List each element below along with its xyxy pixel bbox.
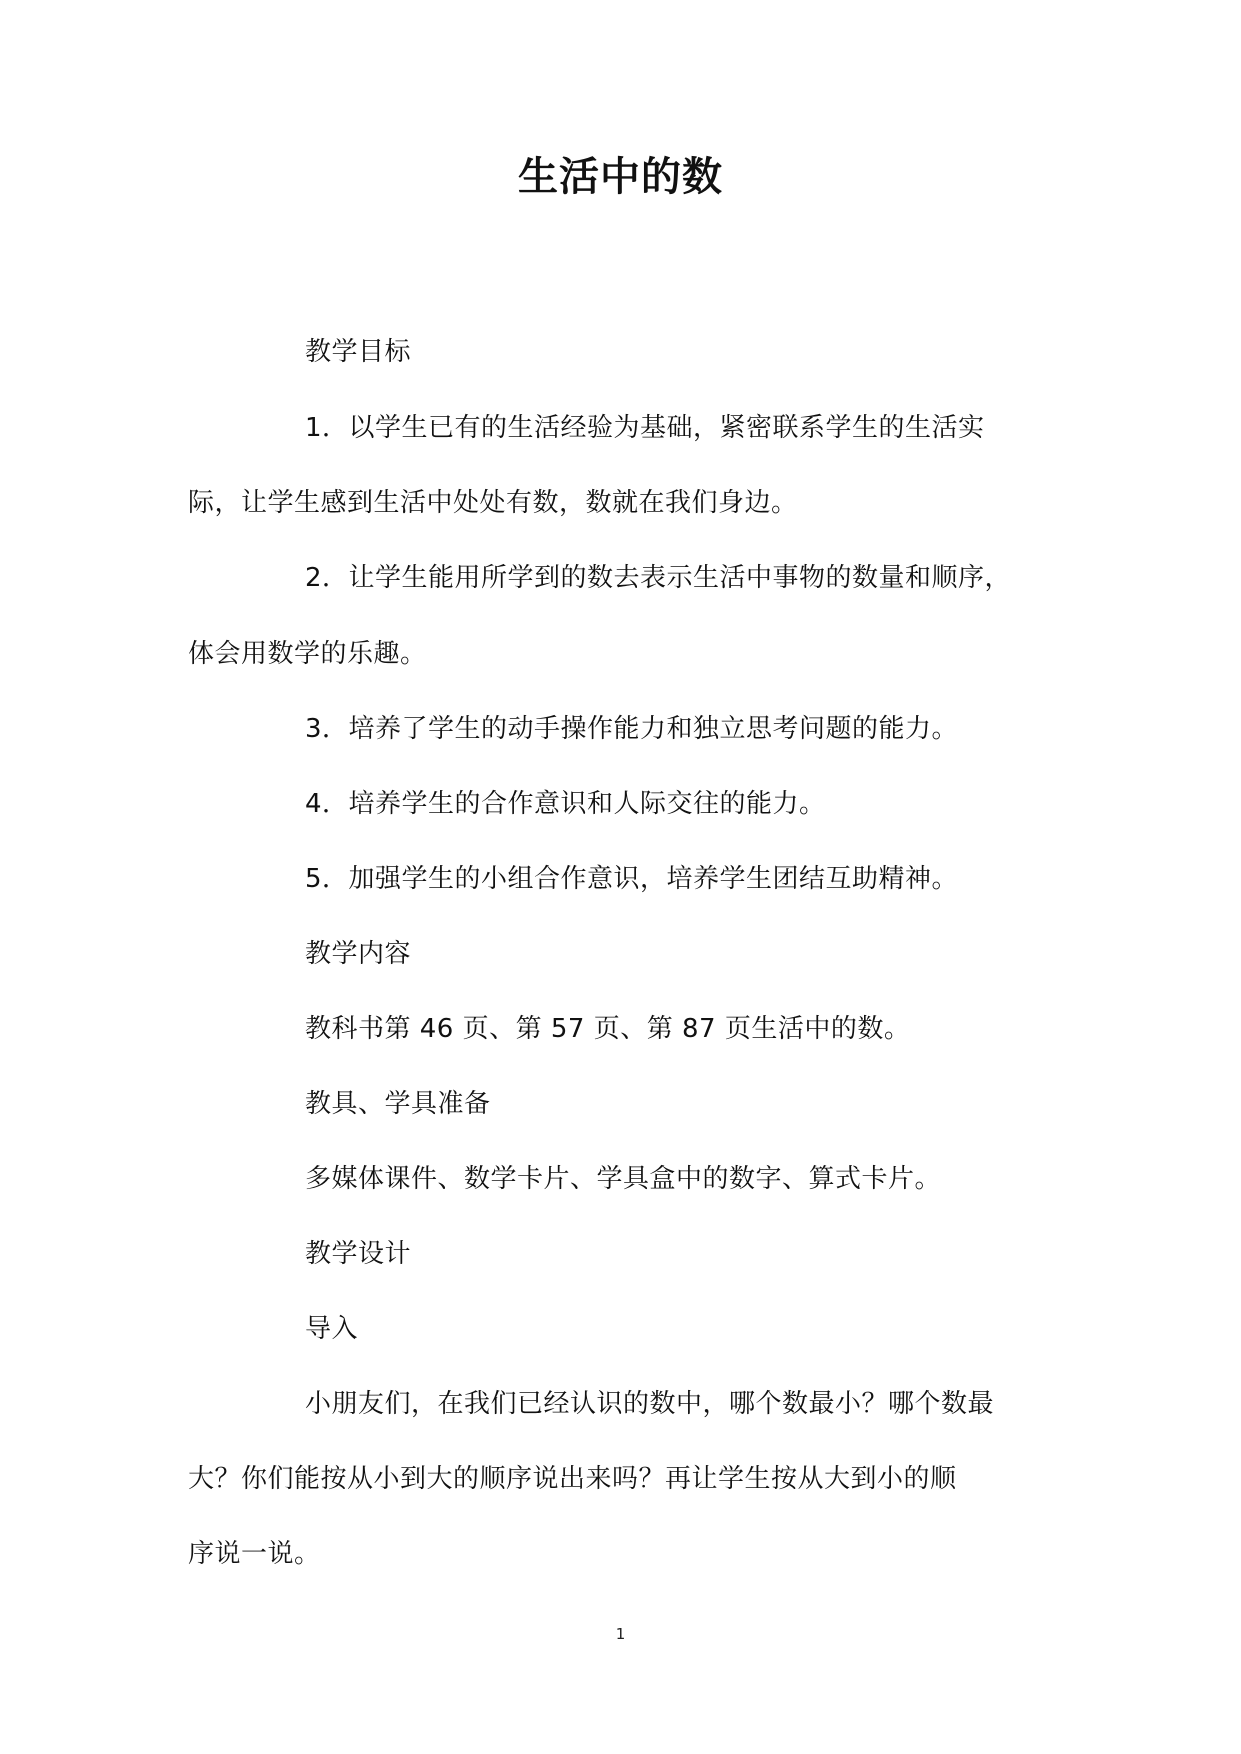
heading-teaching-design: 教学设计: [305, 1239, 412, 1269]
document-title: 生活中的数: [518, 153, 723, 200]
goal-1-line-2: 际，让学生感到生活中处处有数，数就在我们身边。: [188, 488, 798, 518]
heading-teaching-goals: 教学目标: [305, 337, 412, 367]
page-number: 1: [615, 1625, 626, 1643]
materials-text: 多媒体课件、数学卡片、学具盒中的数字、算式卡片。: [305, 1164, 942, 1194]
heading-materials: 教具、学具准备: [305, 1089, 491, 1119]
goal-5: 5．加强学生的小组合作意识，培养学生团结互助精神。: [305, 864, 959, 894]
goal-2-line-1: 2．让学生能用所学到的数去表示生活中事物的数量和顺序，: [305, 563, 1012, 593]
heading-introduction: 导入: [305, 1314, 359, 1344]
goal-2-line-2: 体会用数学的乐趣。: [188, 639, 427, 669]
heading-teaching-content: 教学内容: [305, 939, 412, 969]
goal-3: 3．培养了学生的动手操作能力和独立思考问题的能力。: [305, 714, 959, 744]
goal-1-line-1: 1．以学生已有的生活经验为基础，紧密联系学生的生活实: [305, 413, 985, 443]
teaching-content-text: 教科书第 46 页、第 57 页、第 87 页生活中的数。: [305, 1014, 911, 1044]
goal-4: 4．培养学生的合作意识和人际交往的能力。: [305, 789, 826, 819]
intro-line-3: 序说一说。: [188, 1539, 321, 1569]
intro-line-2: 大？你们能按从小到大的顺序说出来吗？再让学生按从大到小的顺: [188, 1464, 957, 1494]
intro-line-1: 小朋友们，在我们已经认识的数中，哪个数最小？哪个数最: [305, 1389, 995, 1419]
